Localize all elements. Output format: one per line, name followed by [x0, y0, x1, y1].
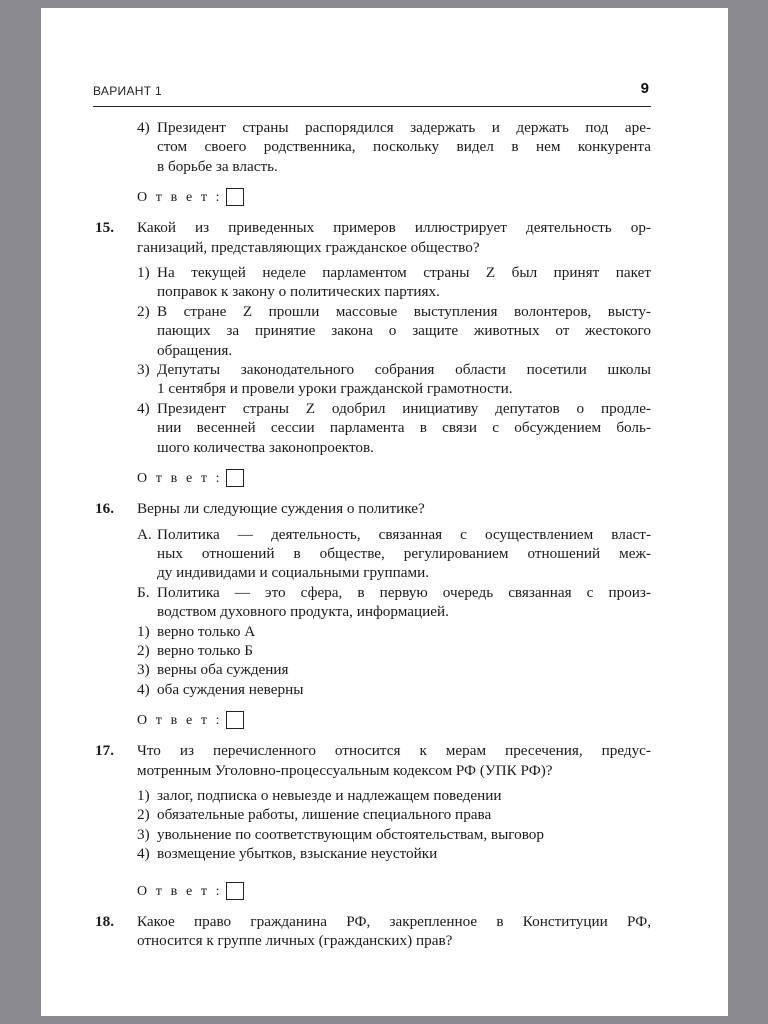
answer-field-14: [137, 184, 651, 206]
question-15: [95, 218, 651, 487]
question-16: [95, 499, 651, 729]
question-text-line: Верны ли следующие суждения о политике?: [137, 500, 425, 518]
question-text-line: Что из перечисленного относится к мерам пресечения, предус-: [137, 742, 651, 760]
q16-option-4: [137, 680, 651, 699]
answer-field-16: [137, 707, 651, 729]
option-text: оба суждения неверны: [157, 680, 304, 698]
option-text-line: пающих за принятие закона о защите животных от жестокого: [157, 322, 651, 340]
option-text-line: Президент страны распорядился задержать и держать под аре-: [157, 119, 651, 136]
q14-option-4: [137, 118, 651, 176]
option-label: 2): [137, 806, 150, 824]
page-number: 9: [640, 80, 649, 97]
question-text-line: относится к группе личных (гражданских) прав?: [137, 932, 453, 949]
option-text: верно только Б: [157, 641, 253, 659]
option-text: возмещение убытков, взыскание неустойки: [157, 845, 438, 863]
q17-option-3: [137, 825, 651, 844]
question-text-line: ганизаций, представляющих гражданское общество?: [137, 238, 480, 256]
q17-option-4: [137, 844, 651, 863]
option-text-line: В стране Z прошли массовые выступления волонтеров, высту-: [157, 302, 651, 320]
question-14-continuation: [95, 118, 651, 206]
answer-box-14[interactable]: [226, 188, 244, 206]
statement-text-line: Политика — это сфера, в первую очередь связанная с произ-: [157, 583, 651, 601]
answer-box-16[interactable]: [226, 711, 244, 729]
answer-field-17: [137, 878, 651, 900]
option-label: 1): [137, 786, 150, 804]
variant-label: ВАРИАНТ 1: [93, 84, 162, 98]
option-label: 4): [137, 845, 150, 863]
q16-statement-b: [137, 583, 651, 622]
answer-field-15: [137, 465, 651, 487]
question-number: 17.: [95, 742, 114, 760]
question-18: [95, 912, 651, 951]
q17-option-1: [137, 786, 651, 805]
option-text-line: Президент страны Z одобрил инициативу депутатов о продле-: [157, 399, 651, 417]
option-label: 4): [137, 399, 150, 417]
question-text-line: мотренным Уголовно-процессуальным кодексом РФ (УПК РФ)?: [137, 761, 553, 779]
document-page: [41, 8, 728, 1016]
option-text-line: стом своего родственника, поскольку видел в нем конкурента: [157, 138, 651, 156]
question-text-line: Какое право гражданина РФ, закрепленное в Конституции РФ,: [137, 912, 651, 930]
question-number: 18.: [95, 912, 114, 930]
statement-text-line: Политика — деятельность, связанная с осуществлением власт-: [157, 525, 651, 543]
q16-option-1: [137, 622, 651, 641]
option-text-line: нии весенней сессии парламента в связи с обсуждением боль-: [157, 419, 651, 437]
q17-option-2: [137, 805, 651, 824]
q16-statement-a: [137, 525, 651, 583]
page-header: [93, 80, 651, 107]
question-number: 16.: [95, 500, 114, 518]
option-label: 1): [137, 264, 150, 282]
answer-label: О т в е т :: [137, 471, 223, 487]
answer-box-17[interactable]: [226, 882, 244, 900]
answer-label: О т в е т :: [137, 190, 223, 206]
option-text-line: поправок к закону о политических партиях.: [157, 283, 440, 301]
statement-label: Б.: [137, 583, 150, 601]
question-17: [95, 741, 651, 899]
page-content: [95, 118, 651, 950]
option-label: 1): [137, 622, 150, 640]
option-text: верно только А: [157, 622, 256, 640]
q15-option-3: [137, 360, 651, 399]
statement-text-line: ду индивидами и социальными группами.: [157, 564, 430, 582]
option-text-line: На текущей неделе парламентом страны Z был принят пакет: [157, 264, 651, 282]
option-label: 2): [137, 641, 150, 659]
answer-label: О т в е т :: [137, 883, 223, 899]
option-text-line: 1 сентября и провели уроки гражданской грамотности.: [157, 380, 513, 398]
option-text-line: шого количества законопроектов.: [157, 438, 374, 456]
question-number: 15.: [95, 219, 114, 237]
option-label: 4): [137, 119, 150, 136]
q16-option-3: [137, 660, 651, 679]
answer-label: О т в е т :: [137, 713, 223, 729]
statement-text-line: ных отношений в обществе, регулированием отношений меж-: [157, 544, 651, 562]
statement-text-line: водством духовного продукта, информацией.: [157, 603, 449, 621]
q15-option-1: [137, 263, 651, 302]
q15-option-2: [137, 302, 651, 360]
option-text: обязательные работы, лишение специального права: [157, 806, 492, 824]
option-text: залог, подписка о невыезде и надлежащем поведении: [157, 786, 502, 804]
option-label: 3): [137, 661, 150, 679]
option-text: верны оба суждения: [157, 661, 289, 679]
statement-label: А.: [137, 525, 152, 543]
option-label: 3): [137, 825, 150, 843]
option-label: 2): [137, 302, 150, 320]
option-text: увольнение по соответствующим обстоятельствам, выговор: [157, 825, 544, 843]
option-text-line: в борьбе за власть.: [157, 157, 278, 175]
question-text-line: Какой из приведенных примеров иллюстрирует деятельность ор-: [137, 219, 651, 237]
answer-box-15[interactable]: [226, 469, 244, 487]
q16-option-2: [137, 641, 651, 660]
option-text-line: обращения.: [157, 341, 233, 359]
option-text-line: Депутаты законодательного собрания области посетили школы: [157, 361, 651, 379]
q15-option-4: [137, 399, 651, 457]
option-label: 3): [137, 361, 150, 379]
option-label: 4): [137, 680, 150, 698]
